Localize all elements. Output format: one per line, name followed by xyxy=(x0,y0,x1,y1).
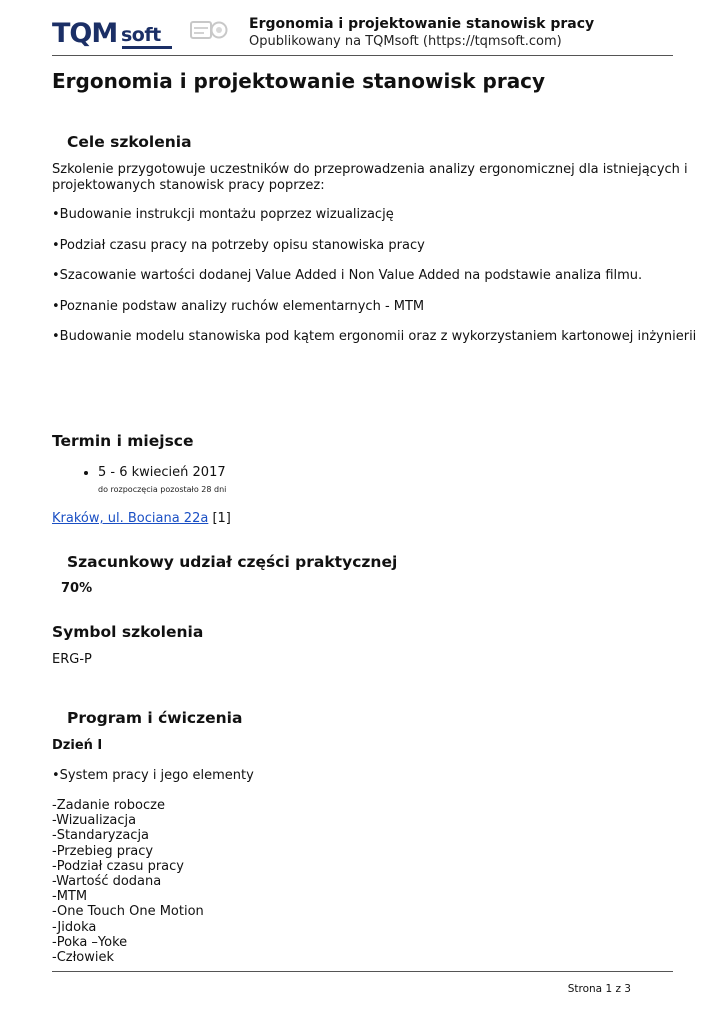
schedule-list xyxy=(52,465,226,481)
program-day: Dzień I xyxy=(52,738,103,753)
program-bullet: •System pracy i jego elementy xyxy=(52,768,254,783)
goals-intro-line1: Szkolenie przygotowuje uczestników do przeprowadzenia analizy ergonomicznej dla istniejących i xyxy=(52,162,688,177)
logo-soft-text: soft xyxy=(121,24,161,46)
program-item: -Zadanie robocze xyxy=(52,798,165,813)
schedule-date-text: 5 - 6 kwiecień 2017 xyxy=(98,465,226,480)
program-item: -Wartość dodana xyxy=(52,874,162,890)
goal-item: •Podział czasu pracy na potrzeby opisu stanowiska pracy xyxy=(52,238,425,253)
location-link[interactable]: Kraków, ul. Bociana 22a xyxy=(52,511,209,526)
practical-heading: Szacunkowy udział części praktycznej xyxy=(67,553,398,571)
page-title: Ergonomia i projektowanie stanowisk pracy xyxy=(52,69,546,93)
footer-divider xyxy=(52,971,673,972)
logo-tqm-text: TQM xyxy=(52,18,118,49)
location-line xyxy=(52,511,231,527)
logo-underline xyxy=(122,46,172,49)
symbol-value: ERG-P xyxy=(52,652,92,667)
program-heading: Program i ćwiczenia xyxy=(67,709,243,727)
program-item: -MTM xyxy=(52,889,88,905)
days-remaining: do rozpoczęcia pozostało 28 dni xyxy=(98,485,227,494)
tqmsoft-logo[interactable] xyxy=(52,18,174,54)
program-item: -Standaryzacja xyxy=(52,828,150,844)
goal-item: •Budowanie instrukcji montażu poprzez wizualizację xyxy=(52,207,394,222)
goals-intro-line2: projektowanych stanowisk pracy poprzez: xyxy=(52,178,325,193)
goal-item: •Szacowanie wartości dodanej Value Added i Non Value Added na podstawie analiza filmu. xyxy=(52,268,643,283)
program-item: -Człowiek xyxy=(52,950,115,966)
program-item: -Jidoka xyxy=(52,919,97,935)
schedule-date xyxy=(98,465,226,481)
program-item: -Podział czasu pracy xyxy=(52,858,184,874)
page-number: Strona 1 z 3 xyxy=(567,983,631,995)
header-title: Ergonomia i projektowanie stanowisk pracy xyxy=(249,16,595,32)
goal-item: •Budowanie modelu stanowiska pod kątem ergonomii oraz z wykorzystaniem kartonowej inżynierii xyxy=(52,329,697,344)
program-item: -Poka –Yoke xyxy=(52,934,128,950)
page-header xyxy=(52,12,673,56)
schedule-heading: Termin i miejsce xyxy=(52,432,194,450)
location-ref: [1] xyxy=(208,511,231,526)
program-item: -Przebieg pracy xyxy=(52,843,154,859)
program-item: -Wizualizacja xyxy=(52,813,137,829)
program-items xyxy=(52,798,204,965)
program-item: -One Touch One Motion xyxy=(52,904,204,920)
symbol-heading: Symbol szkolenia xyxy=(52,623,204,641)
header-subtitle: Opublikowany na TQMsoft (https://tqmsoft.com) xyxy=(249,34,562,49)
practical-value: 70% xyxy=(61,581,93,596)
quality-badge-icon xyxy=(190,18,228,44)
goal-item: •Poznanie podstaw analizy ruchów elementarnych - MTM xyxy=(52,299,425,314)
goals-heading: Cele szkolenia xyxy=(67,133,192,151)
